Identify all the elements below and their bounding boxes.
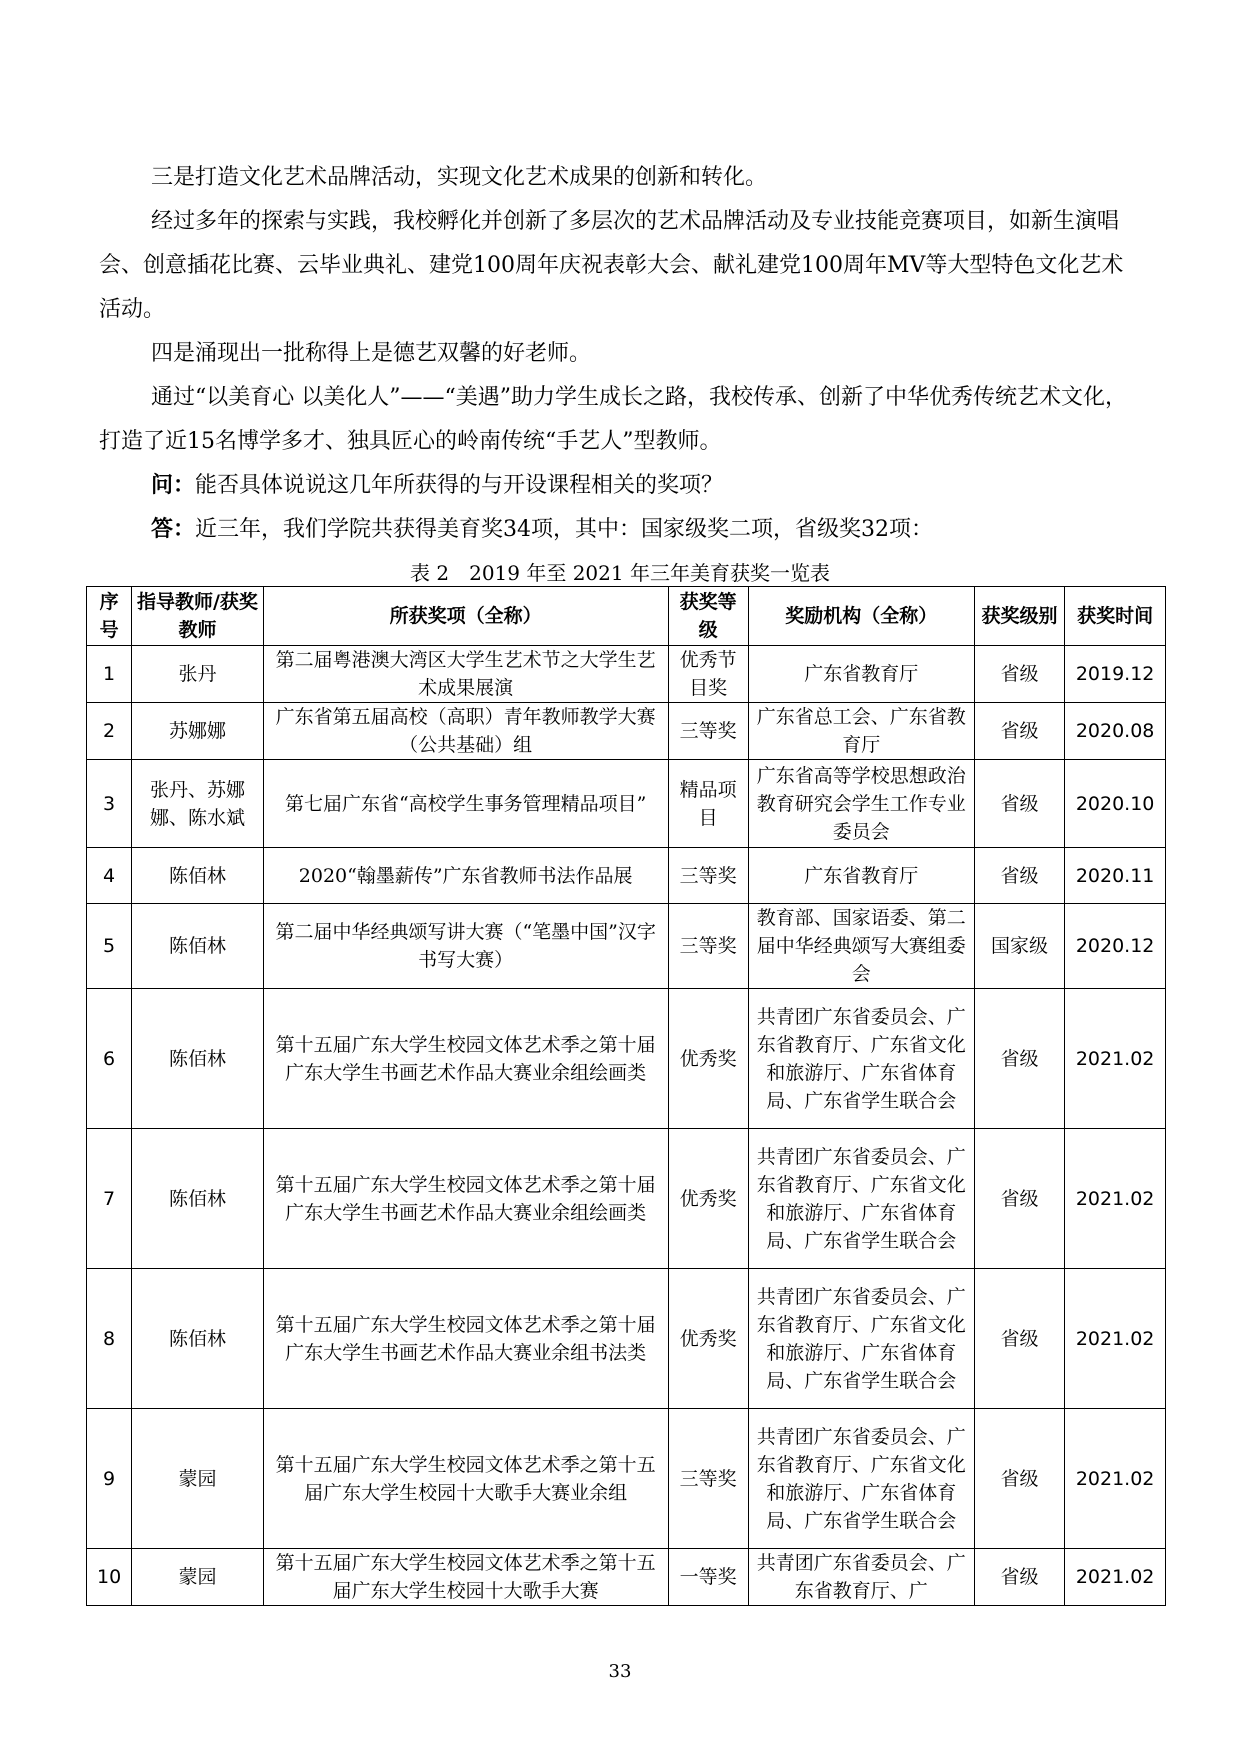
table-row: [87, 703, 1166, 760]
question-label: 问：: [151, 473, 196, 498]
cell-award: 2020“翰墨薪传”广东省教师书法作品展: [263, 848, 668, 904]
header-seq: 序号: [87, 587, 132, 646]
cell-org: 广东省高等学校思想政治教育研究会学生工作专业委员会: [748, 760, 974, 848]
table-row: [87, 646, 1166, 703]
table-row: [87, 1409, 1166, 1549]
cell-teacher: 张丹、苏娜娜、陈水斌: [132, 760, 264, 848]
cell-teacher: 蒙园: [132, 1409, 264, 1549]
cell-level: 省级: [974, 1409, 1064, 1549]
cell-org: 教育部、国家语委、第二届中华经典颂写大赛组委会: [748, 904, 974, 989]
cell-time: 2020.08: [1065, 703, 1166, 760]
cell-teacher: 张丹: [132, 646, 264, 703]
paragraph-4: 通过“以美育心 以美化人”——“美遇”助力学生成长之路，我校传承、创新了中华优秀传统艺术文化，打造了近15名博学多才、独具匠心的岭南传统“手艺人”型教师。: [99, 385, 1127, 454]
cell-time: 2021.02: [1065, 989, 1166, 1129]
cell-level: 省级: [974, 646, 1064, 703]
table-row: [87, 1129, 1166, 1269]
question-text: 能否具体说说这几年所获得的与开设课程相关的奖项？: [195, 473, 724, 498]
cell-org: 广东省总工会、广东省教育厅: [748, 703, 974, 760]
cell-award: 第十五届广东大学生校园文体艺术季之第十届广东大学生书画艺术作品大赛业余组绘画类: [263, 989, 668, 1129]
cell-org: 共青团广东省委员会、广东省教育厅、广: [748, 1549, 974, 1606]
page-number: 33: [608, 1661, 632, 1682]
cell-seq: 7: [87, 1129, 132, 1269]
table-row: [87, 904, 1166, 989]
cell-time: 2020.10: [1065, 760, 1166, 848]
cell-grade: 三等奖: [668, 1409, 748, 1549]
cell-seq: 3: [87, 760, 132, 848]
header-grade: 获奖等级: [668, 587, 748, 646]
cell-seq: 5: [87, 904, 132, 989]
cell-seq: 9: [87, 1409, 132, 1549]
cell-award: 广东省第五届高校（高职）青年教师教学大赛（公共基础）组: [263, 703, 668, 760]
cell-org: 共青团广东省委员会、广东省教育厅、广东省文化和旅游厅、广东省体育局、广东省学生联合会: [748, 1129, 974, 1269]
header-level: 获奖级别: [974, 587, 1064, 646]
cell-teacher: 蒙园: [132, 1549, 264, 1606]
cell-seq: 2: [87, 703, 132, 760]
cell-org: 广东省教育厅: [748, 848, 974, 904]
cell-award: 第十五届广东大学生校园文体艺术季之第十五届广东大学生校园十大歌手大赛: [263, 1549, 668, 1606]
cell-level: 省级: [974, 1549, 1064, 1606]
cell-org: 共青团广东省委员会、广东省教育厅、广东省文化和旅游厅、广东省体育局、广东省学生联合会: [748, 989, 974, 1129]
cell-teacher: 苏娜娜: [132, 703, 264, 760]
cell-award: 第二届粤港澳大湾区大学生艺术节之大学生艺术成果展演: [263, 646, 668, 703]
cell-org: 共青团广东省委员会、广东省教育厅、广东省文化和旅游厅、广东省体育局、广东省学生联合会: [748, 1409, 974, 1549]
cell-teacher: 陈佰林: [132, 904, 264, 989]
awards-table: [86, 586, 1166, 1606]
cell-grade: 一等奖: [668, 1549, 748, 1606]
cell-level: 省级: [974, 703, 1064, 760]
cell-seq: 4: [87, 848, 132, 904]
cell-grade: 优秀奖: [668, 1129, 748, 1269]
answer-text: 近三年，我们学院共获得美育奖34项，其中：国家级奖二项，省级奖32项：: [195, 517, 934, 542]
cell-time: 2021.02: [1065, 1409, 1166, 1549]
header-teacher: 指导教师/获奖教师: [132, 587, 264, 646]
table-row: [87, 848, 1166, 904]
cell-grade: 三等奖: [668, 703, 748, 760]
table-row: [87, 1549, 1166, 1606]
cell-seq: 6: [87, 989, 132, 1129]
cell-award: 第十五届广东大学生校园文体艺术季之第十届广东大学生书画艺术作品大赛业余组书法类: [263, 1269, 668, 1409]
cell-level: 省级: [974, 760, 1064, 848]
question-paragraph: [99, 464, 1139, 508]
cell-level: 省级: [974, 848, 1064, 904]
cell-grade: 优秀奖: [668, 989, 748, 1129]
header-org: 奖励机构（全称）: [748, 587, 974, 646]
answer-label: 答：: [151, 517, 196, 542]
cell-teacher: 陈佰林: [132, 848, 264, 904]
cell-grade: 优秀节目奖: [668, 646, 748, 703]
header-time: 获奖时间: [1065, 587, 1166, 646]
cell-time: 2019.12: [1065, 646, 1166, 703]
paragraph-2: 经过多年的探索与实践，我校孵化并创新了多层次的艺术品牌活动及专业技能竞赛项目，如新生演唱会、创意插花比赛、云毕业典礼、建党100周年庆祝表彰大会、献礼建党100周年MV等大型特色文化艺术活动。: [99, 209, 1124, 322]
cell-level: 省级: [974, 989, 1064, 1129]
cell-time: 2020.11: [1065, 848, 1166, 904]
cell-award: 第二届中华经典颂写讲大赛（“笔墨中国”汉字书写大赛）: [263, 904, 668, 989]
cell-level: 国家级: [974, 904, 1064, 989]
cell-award: 第十五届广东大学生校园文体艺术季之第十五届广东大学生校园十大歌手大赛业余组: [263, 1409, 668, 1549]
cell-time: 2021.02: [1065, 1269, 1166, 1409]
cell-level: 省级: [974, 1269, 1064, 1409]
table-header-row: [87, 587, 1166, 646]
answer-paragraph: [99, 508, 1139, 552]
cell-teacher: 陈佰林: [132, 989, 264, 1129]
cell-grade: 三等奖: [668, 848, 748, 904]
cell-seq: 1: [87, 646, 132, 703]
cell-grade: 精品项目: [668, 760, 748, 848]
cell-seq: 8: [87, 1269, 132, 1409]
cell-seq: 10: [87, 1549, 132, 1606]
cell-org: 共青团广东省委员会、广东省教育厅、广东省文化和旅游厅、广东省体育局、广东省学生联合会: [748, 1269, 974, 1409]
cell-grade: 三等奖: [668, 904, 748, 989]
cell-org: 广东省教育厅: [748, 646, 974, 703]
table-caption: 表 2 2019 年至 2021 年三年美育获奖一览表: [410, 561, 830, 585]
paragraph-1: 三是打造文化艺术品牌活动，实现文化艺术成果的创新和转化。: [151, 165, 768, 190]
cell-level: 省级: [974, 1129, 1064, 1269]
table-row: [87, 1269, 1166, 1409]
table-row: [87, 760, 1166, 848]
header-award: 所获奖项（全称）: [263, 587, 668, 646]
table-row: [87, 989, 1166, 1129]
cell-teacher: 陈佰林: [132, 1129, 264, 1269]
cell-teacher: 陈佰林: [132, 1269, 264, 1409]
cell-time: 2021.02: [1065, 1129, 1166, 1269]
cell-time: 2020.12: [1065, 904, 1166, 989]
cell-award: 第七届广东省“高校学生事务管理精品项目”: [263, 760, 668, 848]
cell-award: 第十五届广东大学生校园文体艺术季之第十届广东大学生书画艺术作品大赛业余组绘画类: [263, 1129, 668, 1269]
cell-grade: 优秀奖: [668, 1269, 748, 1409]
paragraph-3: 四是涌现出一批称得上是德艺双馨的好老师。: [151, 341, 592, 366]
cell-time: 2021.02: [1065, 1549, 1166, 1606]
